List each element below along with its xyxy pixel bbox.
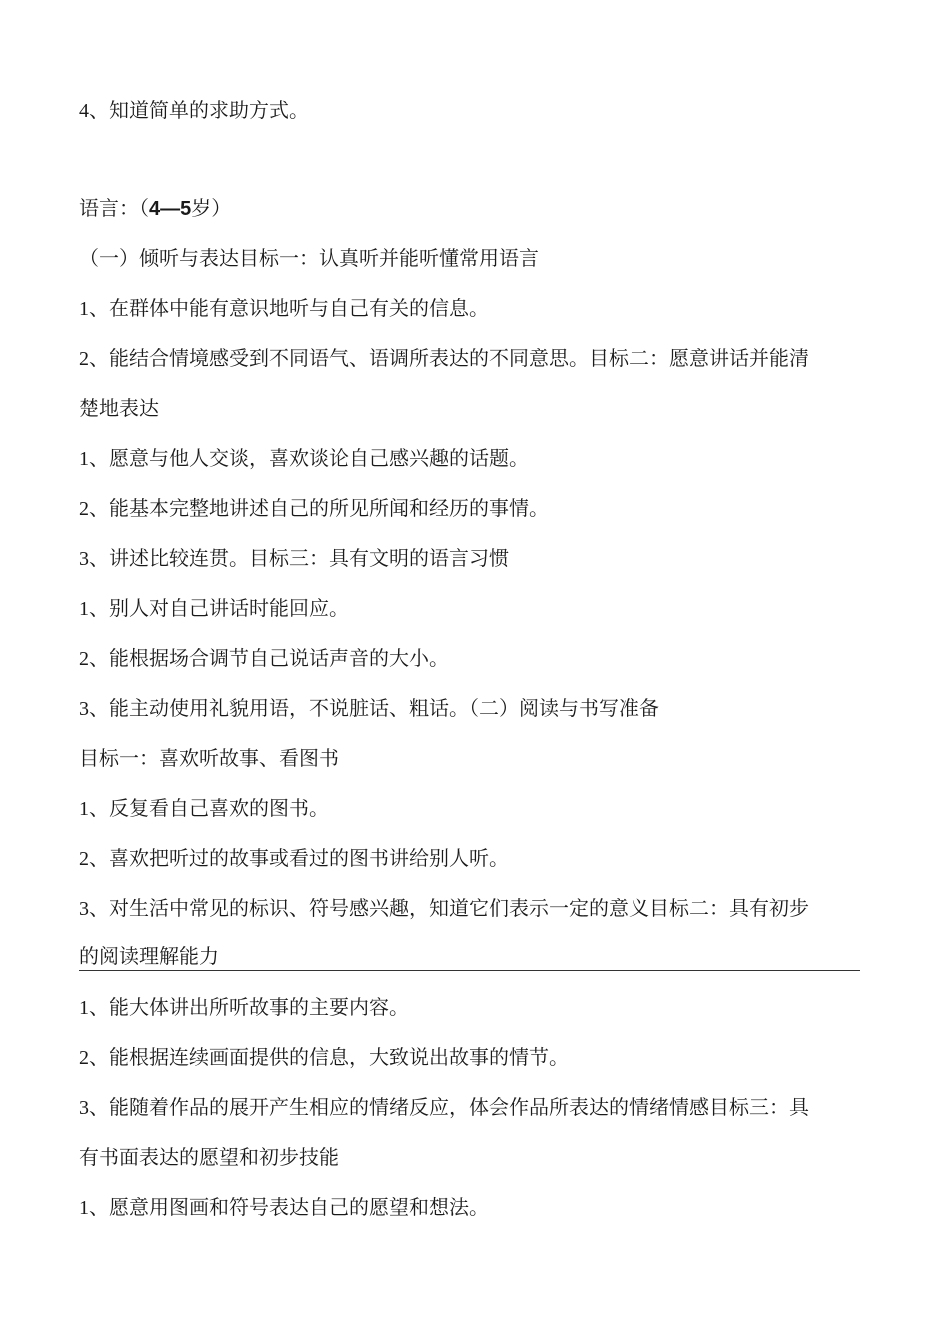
item-number: 2 bbox=[79, 648, 89, 670]
item-number: 1 bbox=[79, 448, 89, 470]
item-text: 、能随着作品的展开产生相应的情绪反应，体会作品所表达的情绪情感目标三：具 bbox=[89, 1095, 809, 1119]
item-number: 3 bbox=[79, 548, 89, 570]
item-text: 、对生活中常见的标识、符号感兴趣，知道它们表示一定的意义目标二：具有初步 bbox=[89, 896, 809, 920]
list-item bbox=[79, 993, 409, 1022]
item-number: 4 bbox=[79, 100, 89, 122]
item-text: 、能大体讲出所听故事的主要内容。 bbox=[89, 995, 409, 1019]
item-text: 、知道简单的求助方式。 bbox=[89, 98, 309, 122]
list-item bbox=[79, 594, 349, 623]
heading-prefix: 语言：（ bbox=[79, 196, 149, 220]
item-number: 1 bbox=[79, 1197, 89, 1219]
item-text: 的阅读理解能力 bbox=[79, 944, 219, 968]
item-text: 、愿意用图画和符号表达自己的愿望和想法。 bbox=[89, 1195, 489, 1219]
list-item bbox=[79, 894, 809, 923]
horizontal-divider bbox=[79, 970, 860, 971]
item-number: 2 bbox=[79, 848, 89, 870]
item-number: 1 bbox=[79, 598, 89, 620]
item-text: 、能根据场合调节自己说话声音的大小。 bbox=[89, 646, 449, 670]
item-text: 、讲述比较连贯。目标三：具有文明的语言习惯 bbox=[89, 546, 509, 570]
item-number: 1 bbox=[79, 298, 89, 320]
heading-suffix: 岁） bbox=[191, 196, 232, 220]
continuation-line bbox=[79, 1143, 339, 1171]
item-text: 、别人对自己讲话时能回应。 bbox=[89, 596, 349, 620]
list-item bbox=[79, 644, 449, 673]
item-text: 、喜欢把听过的故事或看过的图书讲给别人听。 bbox=[89, 846, 509, 870]
list-item bbox=[79, 96, 309, 125]
item-number: 1 bbox=[79, 997, 89, 1019]
item-number: 1 bbox=[79, 798, 89, 820]
item-text: 、能基本完整地讲述自己的所见所闻和经历的事情。 bbox=[89, 496, 549, 520]
continuation-line bbox=[79, 942, 219, 970]
heading-text: （一）倾听与表达目标一：认真听并能听懂常用语言 bbox=[79, 246, 539, 270]
item-number: 3 bbox=[79, 1097, 89, 1119]
item-text: 、能主动使用礼貌用语，不说脏话、粗话。（二）阅读与书写准备 bbox=[89, 696, 659, 720]
item-text: 、愿意与他人交谈，喜欢谈论自己感兴趣的话题。 bbox=[89, 446, 529, 470]
heading-age-range: 4—5 bbox=[149, 198, 192, 220]
list-item bbox=[79, 694, 659, 723]
item-text: 、能根据连续画面提供的信息，大致说出故事的情节。 bbox=[89, 1045, 569, 1069]
item-text: 有书面表达的愿望和初步技能 bbox=[79, 1145, 339, 1169]
list-item bbox=[79, 794, 329, 823]
item-text: 、反复看自己喜欢的图书。 bbox=[89, 796, 329, 820]
subsection-heading bbox=[79, 244, 539, 272]
list-item bbox=[79, 494, 549, 523]
item-text: 楚地表达 bbox=[79, 396, 159, 420]
list-item bbox=[79, 544, 509, 573]
item-number: 3 bbox=[79, 898, 89, 920]
list-item bbox=[79, 1093, 809, 1122]
item-number: 2 bbox=[79, 1047, 89, 1069]
list-item bbox=[79, 1193, 489, 1222]
heading-text: 目标一：喜欢听故事、看图书 bbox=[79, 746, 339, 770]
list-item bbox=[79, 444, 529, 473]
list-item bbox=[79, 344, 809, 373]
list-item bbox=[79, 1043, 569, 1072]
continuation-line bbox=[79, 394, 159, 422]
list-item bbox=[79, 294, 489, 323]
list-item bbox=[79, 844, 509, 873]
item-number: 2 bbox=[79, 498, 89, 520]
item-number: 2 bbox=[79, 348, 89, 370]
item-text: 、在群体中能有意识地听与自己有关的信息。 bbox=[89, 296, 489, 320]
section-heading-language bbox=[79, 194, 231, 223]
item-number: 3 bbox=[79, 698, 89, 720]
goal-heading bbox=[79, 744, 339, 772]
item-text: 、能结合情境感受到不同语气、语调所表达的不同意思。目标二：愿意讲话并能清 bbox=[89, 346, 809, 370]
